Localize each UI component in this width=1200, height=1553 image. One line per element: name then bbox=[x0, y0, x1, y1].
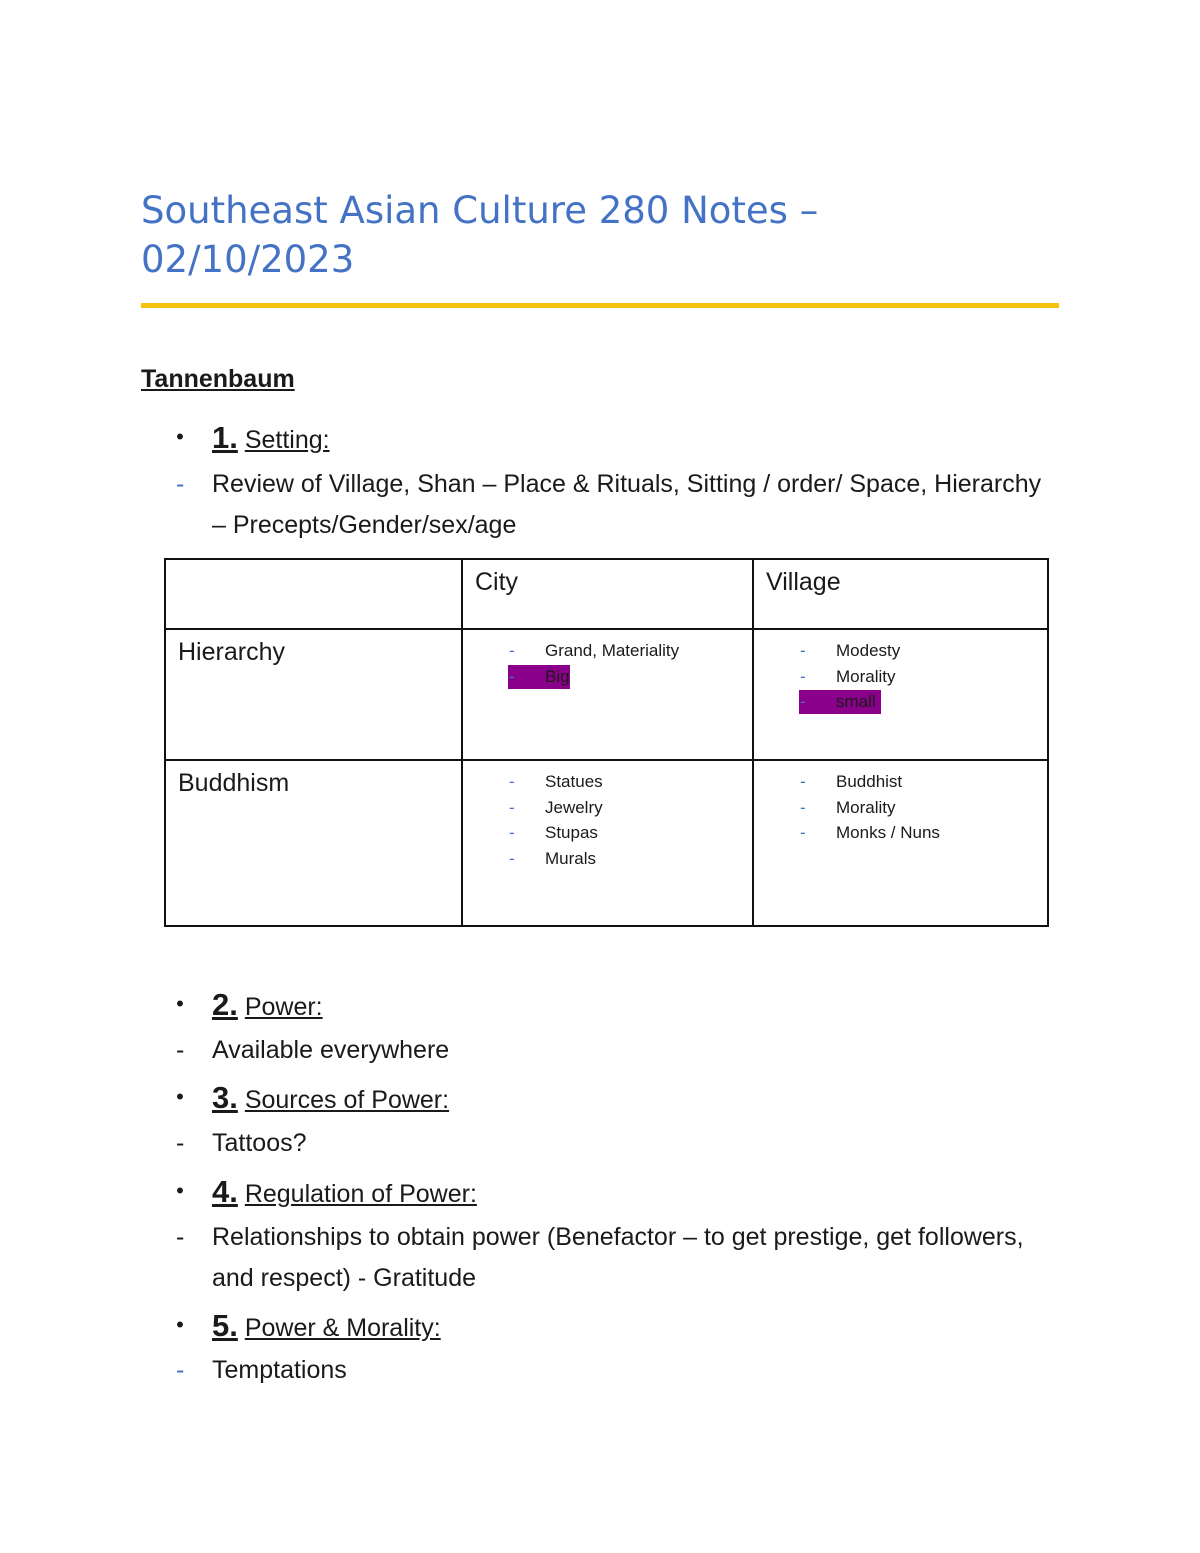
item-number: 5. bbox=[212, 1308, 238, 1343]
numbered-item-1 bbox=[212, 420, 330, 456]
list-item: - Statues bbox=[509, 772, 603, 791]
table-header-cell: Village bbox=[753, 559, 1048, 629]
table-header-cell bbox=[165, 559, 462, 629]
list-item: - Modesty bbox=[800, 641, 901, 660]
comparison-table bbox=[164, 558, 1049, 927]
item-label: Power & Morality: bbox=[244, 1314, 441, 1342]
cell-list bbox=[754, 630, 1047, 715]
list-item: - Jewelry bbox=[509, 797, 603, 817]
section-heading: Tannenbaum bbox=[141, 365, 295, 393]
dash-icon: - bbox=[176, 1129, 185, 1157]
table-cell bbox=[462, 760, 753, 926]
list-item: - Morality bbox=[800, 797, 896, 817]
table-cell bbox=[753, 629, 1048, 760]
dash-icon: - bbox=[176, 1223, 185, 1251]
item-number: 1. bbox=[212, 420, 238, 455]
item-label: Regulation of Power: bbox=[244, 1180, 477, 1208]
list-item: - Stupas bbox=[509, 823, 598, 842]
cell-list bbox=[463, 630, 752, 689]
list-item: - Murals bbox=[509, 848, 597, 868]
cell-list bbox=[754, 761, 1047, 846]
cell-list bbox=[463, 761, 752, 871]
item-label: Setting: bbox=[244, 426, 330, 454]
table-cell bbox=[753, 760, 1048, 926]
highlighted-list-item: - small bbox=[754, 689, 1047, 715]
item-detail: Review of Village, Shan – Place & Rituals, Sitting / order/ Space, Hierarchy – Precepts/Gender/sex/age bbox=[212, 470, 1042, 539]
item-number: 2. bbox=[212, 987, 238, 1022]
item-detail: Temptations bbox=[212, 1356, 347, 1384]
table-cell bbox=[462, 629, 753, 760]
bullet-icon: • bbox=[176, 424, 184, 449]
title-divider bbox=[141, 303, 1059, 308]
list-item: - Grand, Materiality bbox=[509, 641, 680, 660]
item-number: 4. bbox=[212, 1174, 238, 1209]
table-header-cell: City bbox=[462, 559, 753, 629]
bullet-icon: • bbox=[176, 1312, 184, 1337]
numbered-item-5 bbox=[212, 1308, 441, 1344]
row-label-cell: Buddhism bbox=[165, 760, 462, 926]
row-label-cell: Hierarchy bbox=[165, 629, 462, 760]
table-row bbox=[165, 629, 1048, 760]
dash-icon: - bbox=[176, 1356, 185, 1384]
item-detail: Tattoos? bbox=[212, 1129, 307, 1157]
bullet-icon: • bbox=[176, 991, 184, 1016]
numbered-item-4 bbox=[212, 1174, 477, 1210]
bullet-icon: • bbox=[176, 1178, 184, 1203]
numbered-item-3 bbox=[212, 1080, 449, 1116]
dash-icon: - bbox=[176, 1036, 185, 1064]
highlighted-list-item: - Big bbox=[463, 664, 752, 690]
item-label: Power: bbox=[244, 993, 323, 1021]
list-item: - Buddhist bbox=[800, 772, 903, 791]
item-detail: Available everywhere bbox=[212, 1036, 450, 1064]
item-detail: Relationships to obtain power (Benefactor – to get prestige, get followers, and respect) - Gratitude bbox=[212, 1223, 1024, 1292]
table-header-row bbox=[165, 559, 1048, 629]
item-label: Sources of Power: bbox=[244, 1086, 450, 1114]
list-item: - Morality bbox=[800, 666, 896, 686]
list-item: - Monks / Nuns bbox=[800, 823, 940, 842]
page-title: Southeast Asian Culture 280 Notes – 02/10/2023 bbox=[141, 189, 819, 281]
numbered-item-2 bbox=[212, 987, 323, 1023]
table-row bbox=[165, 760, 1048, 926]
bullet-icon: • bbox=[176, 1084, 184, 1109]
item-number: 3. bbox=[212, 1080, 238, 1115]
dash-icon: - bbox=[176, 470, 185, 498]
